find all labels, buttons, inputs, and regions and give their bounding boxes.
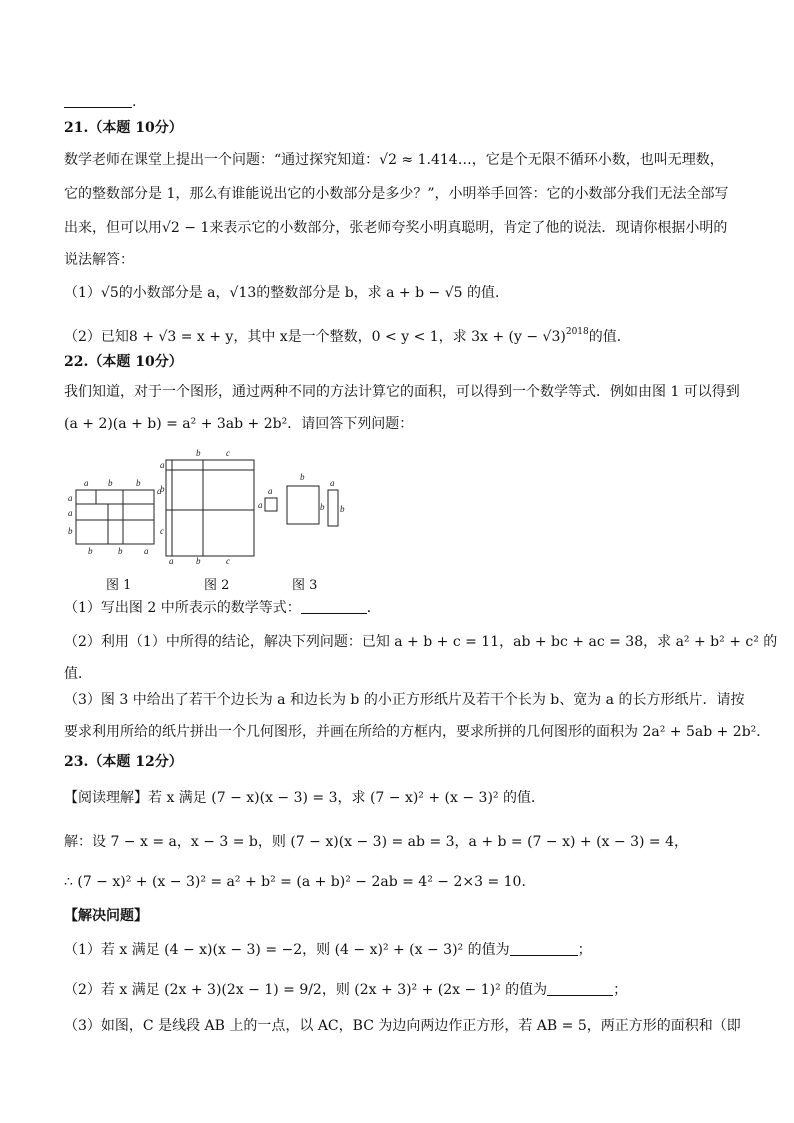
- q23-solve-heading: 【解决问题】: [64, 908, 148, 924]
- answer-blank[interactable]: [547, 981, 613, 996]
- svg-text:a: a: [157, 486, 162, 496]
- svg-text:a: a: [160, 460, 165, 470]
- exponent: 2018: [565, 327, 589, 337]
- svg-text:a: a: [68, 508, 73, 518]
- q22-para-2: (a + 2)(a + b) = a² + 3ab + 2b²．请回答下列问题：: [64, 416, 414, 432]
- q21-para-2: 它的整数部分是 1，那么有谁能说出它的小数部分是多少？”，小明举手回答：它的小数部分我们无法全部写: [64, 186, 729, 202]
- svg-text:b: b: [88, 546, 93, 556]
- svg-text:a: a: [268, 486, 273, 496]
- figure-1-caption: 图 1: [106, 578, 132, 593]
- answer-blank[interactable]: [510, 941, 578, 956]
- q22-sub-1: （1）写出图 2 中所表示的数学等式： ．: [64, 600, 381, 616]
- q21-title: 21.（本题 10分）: [64, 120, 183, 136]
- svg-text:c: c: [160, 526, 164, 536]
- svg-text:c: c: [226, 448, 230, 458]
- q22-title: 22.（本题 10分）: [64, 354, 183, 370]
- svg-text:a: a: [258, 500, 263, 510]
- q21-para-4: 说法解答：: [64, 252, 134, 268]
- figure-2-labels: [160, 448, 230, 566]
- q22-sub-3b: 要求利用所给的纸片拼出一个几何图形，并画在所给的方框内，要求所拼的几何图形的面积为 2a² + 5ab + 2b²．: [64, 724, 771, 740]
- svg-text:b: b: [196, 556, 201, 566]
- answer-blank[interactable]: [301, 599, 367, 614]
- svg-text:a: a: [330, 478, 335, 488]
- q23-sub-3: （3）如图，C 是线段 AB 上的一点，以 AC，BC 为边向两边作正方形，若 AB = 5，两正方形的面积和（即: [64, 1018, 741, 1034]
- svg-text:b: b: [108, 478, 113, 488]
- q22-sub-2b: 值．: [64, 666, 92, 682]
- q23-reading: 【阅读理解】若 x 满足 (7 − x)(x − 3) = 3，求 (7 − x)² + (x − 3)² 的值．: [64, 790, 545, 806]
- q22-sub-2a: （2）利用（1）中所得的结论，解决下列问题：已知 a + b + c = 11，ab + bc + ac = 38，求 a² + b² + c² 的: [64, 634, 778, 650]
- q23-solution-1: 解：设 7 − x = a，x − 3 = b，则 (7 − x)(x − 3) = ab = 3，a + b = (7 − x) + (x − 3) = 4，: [64, 834, 688, 850]
- q21-para-1: 数学老师在课堂上提出一个问题：“通过探究知道：√2 ≈ 1.414…，它是个无限不循环小数，也叫无理数，: [64, 152, 724, 168]
- svg-text:b: b: [300, 472, 305, 482]
- svg-text:b: b: [136, 478, 141, 488]
- svg-text:b: b: [68, 526, 73, 536]
- svg-text:c: c: [226, 556, 230, 566]
- figure-3-labels: [258, 472, 345, 514]
- top-answer-line: .: [64, 92, 136, 112]
- svg-text:a: a: [144, 546, 149, 556]
- figure-3-caption: 图 3: [292, 578, 318, 593]
- svg-text:a: a: [169, 556, 174, 566]
- q23-sub-2: （2）若 x 满足 (2x + 3)(2x − 1) = 9/2，则 (2x + 3)² + (2x − 1)² 的值为 ；: [64, 982, 628, 998]
- q21-sub-2: （2）已知8 + √3 = x + y，其中 x是一个整数，0 < y < 1，求 $3x + (y - √3)^{2018}$的值．: [64, 327, 631, 345]
- q23-title: 23.（本题 12分）: [64, 754, 183, 770]
- svg-text:b: b: [160, 484, 165, 494]
- svg-text:a: a: [84, 478, 89, 488]
- svg-text:b: b: [118, 546, 123, 556]
- q23-sub-1: （1）若 x 满足 (4 − x)(x − 3) = −2，则 (4 − x)² + (x − 3)² 的值为 ；: [64, 942, 592, 958]
- svg-text:b: b: [340, 504, 345, 514]
- figure-2-caption: 图 2: [204, 578, 230, 593]
- svg-text:a: a: [68, 493, 73, 503]
- figure-1: [76, 490, 154, 544]
- svg-text:b: b: [320, 502, 325, 512]
- q22-para-1: 我们知道，对于一个图形，通过两种不同的方法计算它的面积，可以得到一个数学等式．例如由图 1 可以得到: [64, 384, 740, 400]
- q22-sub-3a: （3）图 3 中给出了若干个边长为 a 和边长为 b 的小正方形纸片及若干个长为 b、宽为 a 的长方形纸片．请按: [64, 692, 745, 708]
- q21-para-3: 出来，但可以用√2 − 1来表示它的小数部分，张老师夸奖小明真聪明，肯定了他的说法．现请你根据小明的: [64, 220, 728, 236]
- figure-diagrams: [66, 446, 356, 570]
- figure-3: [265, 486, 338, 526]
- answer-blank[interactable]: [64, 93, 132, 108]
- q21-sub-1: （1）√5的小数部分是 a，√13的整数部分是 b，求 a + b − √5 的值．: [64, 285, 509, 301]
- svg-text:b: b: [196, 448, 201, 458]
- q23-solution-2: ∴ (7 − x)² + (x − 3)² = a² + b² = (a + b)² − 2ab = 4² − 2×3 = 10．: [64, 874, 536, 890]
- figure-2: [166, 460, 254, 556]
